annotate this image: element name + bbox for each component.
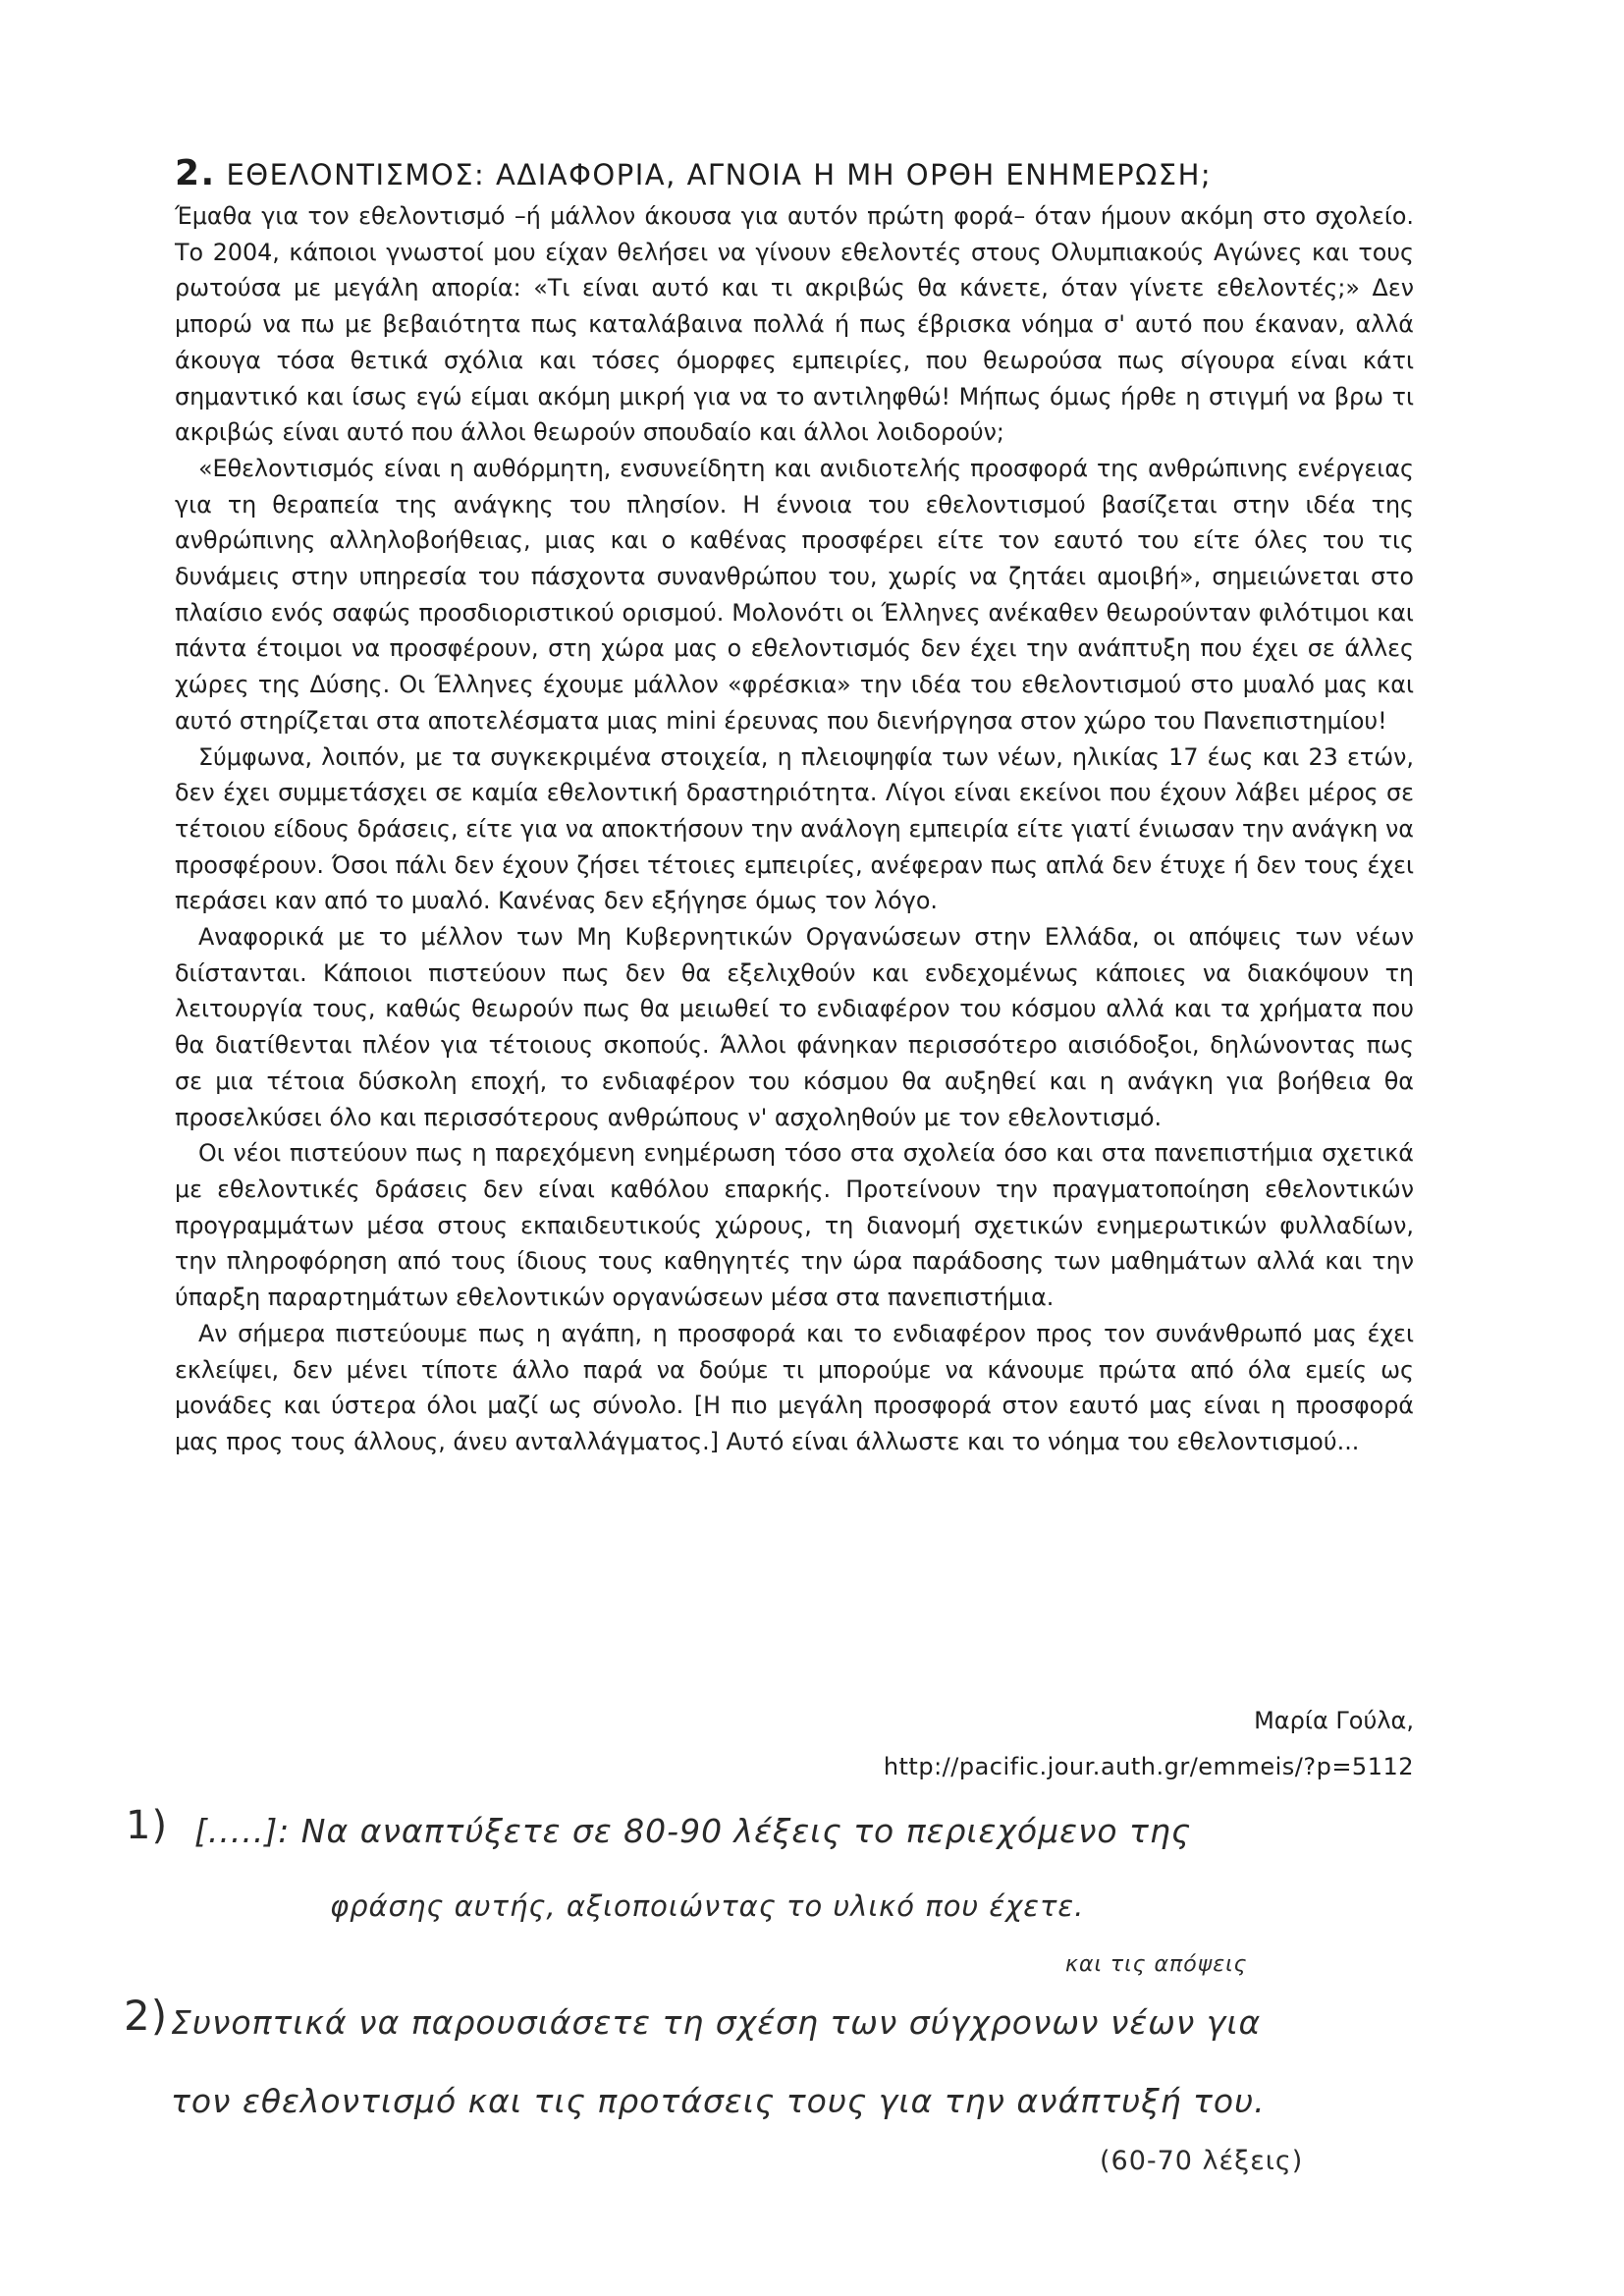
section-number: 2. <box>175 153 216 193</box>
question-2-insertion: και τις απόψεις <box>1065 1952 1248 1977</box>
paragraph-3: Σύμφωνα, λοιπόν, με τα συγκεκριμένα στοιχεία, η πλειοψηφία των νέων, ηλικίας 17 έως και 23 ετών, δεν έχει συμμετάσχει σε καμία εθελοντική δραστηριότητα. Λίγοι είναι εκείνοι που έχουν λάβει μέρος σε τέτοιου είδους δράσεις, είτε για να αποκτήσουν την ανάλογη εμπειρία είτε γιατί ένιωσαν την ανάγκη να προσφέρουν. Όσοι πάλι δεν έχουν ζήσει τέτοιες εμπειρίες, ανέφεραν πως απλά δεν έτυχε ή δεν τους έχει περάσει καν από το μυαλό. Κανένας δεν εξήγησε όμως τον λόγο. <box>175 742 1414 915</box>
question-1-line-2: φράσης αυτής, αξιοποιώντας το υλικό που έχετε. <box>330 1889 1085 1923</box>
paragraph-6: Αν σήμερα πιστεύουμε πως η αγάπη, η προσφορά και το ενδιαφέρον προς τον συνάνθρωπό μας έχει εκλείψει, δεν μένει τίποτε άλλο παρά να δούμε τι μπορούμε να κάνουμε πρώτα από όλα εμείς ως μονάδες και ύστερα όλοι μαζί ως σύνολο. [Η πιο μεγάλη προσφορά στον εαυτό μας είναι η προσφορά μας προς τους άλλους, άνευ ανταλλάγματος.] Αυτό είναι άλλωστε και το νόημα του εθελοντισμού... <box>175 1319 1414 1455</box>
paragraph-5: Οι νέοι πιστεύουν πως η παρεχόμενη ενημέρωση τόσο στα σχολεία όσο και στα πανεπιστήμια σχετικά με εθελοντικές δράσεις δεν είναι καθόλου επαρκής. Προτείνουν την πραγματοποίηση εθελοντικών προγραμμάτων μέσα στους εκπαιδευτικούς χώρους, τη διανομή σχετικών ενημερωτικών φυλλαδίων, την πληροφόρηση από τους ίδιους τους καθηγητές την ώρα παράδοσης των μαθημάτων αλλά και την ύπαρξη παραρτημάτων εθελοντικών οργανώσεων μέσα στα πανεπιστήμια. <box>175 1139 1414 1312</box>
paragraph-2: «Εθελοντισμός είναι η αυθόρμητη, ενσυνείδητη και ανιδιοτελής προσφορά της ανθρώπινης ενέργειας για τη θεραπεία της ανάγκης του πλησίον. Η έννοια του εθελοντισμού βασίζεται στην ιδέα της ανθρώπινης αλληλοβοήθειας, μιας και ο καθένας προσφέρει είτε τον εαυτό του είτε όλες του τις δυνάμεις στην υπηρεσία του πάσχοντα συνανθρώπου του, χωρίς να ζητάει αμοιβή», σημειώνεται στο πλαίσιο ενός σαφώς προσδιοριστικού ορισμού. Μολονότι οι Έλληνες ανέκαθεν θεωρούνταν φιλότιμοι και πάντα έτοιμοι να προσφέρουν, στη χώρα μας ο εθελοντισμός δεν έχει την ανάπτυξη που έχει σε άλλες χώρες της Δύσης. Οι Έλληνες έχουμε μάλλον «φρέσκια» την ιδέα του εθελοντισμού στο μυαλό μας και αυτό στηρίζεται στα αποτελέσματα μιας mini έρευνας που διενήργησα στον χώρο του Πανεπιστημίου! <box>175 454 1414 735</box>
question-1-number: 1) <box>126 1803 169 1848</box>
source-url: http://pacific.jour.auth.gr/emmeis/?p=5112 <box>883 1753 1414 1780</box>
paragraph-4: Αναφορικά με το μέλλον των Μη Κυβερνητικών Οργανώσεων στην Ελλάδα, οι απόψεις των νέων διίστανται. Κάποιοι πιστεύουν πως δεν θα εξελιχθούν και ενδεχομένως κάποιες να διακόψουν τη λειτουργία τους, καθώς θεωρούν πως θα μειωθεί το ενδιαφέρον του κόσμου αλλά και τα χρήματα που θα διατίθενται πλέον για τέτοιους σκοπούς. Άλλοι φάνηκαν περισσότερο αισιόδοξοι, δηλώνοντας πως σε μια τέτοια δύσκολη εποχή, το ενδιαφέρον του κόσμου θα αυξηθεί και η ανάγκη για βοήθεια θα προσελκύσει όλο και περισσότερους ανθρώπους ν' ασχοληθούν με τον εθελοντισμό. <box>175 923 1414 1131</box>
question-1-line-1: [.....]: Να αναπτύξετε σε 80-90 λέξεις το περιεχόμενο της <box>194 1812 1192 1850</box>
question-2-word-count: (60-70 λέξεις) <box>1100 2146 1304 2176</box>
section-title-text: ΕΘΕΛΟΝΤΙΣΜΟΣ: ΑΔΙΑΦΟΡΙΑ, ΑΓΝΟΙΑ Η ΜΗ ΟΡΘΗ ΕΝΗΜΕΡΩΣΗ; <box>226 158 1213 191</box>
article-body <box>175 198 1414 1460</box>
paragraph-1: Έμαθα για τον εθελοντισμό –ή μάλλον άκουσα για αυτόν πρώτη φορά– όταν ήμουν ακόμη στο σχολείο. Το 2004, κάποιοι γνωστοί μου είχαν θελήσει να γίνουν εθελοντές στους Ολυμπιακούς Αγώνες και τους ρωτούσα με μεγάλη απορία: «Τι είναι αυτό και τι ακριβώς θα κάνετε, όταν γίνετε εθελοντές;» Δεν μπορώ να πω με βεβαιότητα πως καταλάβαινα πολλά ή πως έβρισκα νόημα σ' αυτό που έκαναν, αλλά άκουγα τόσα θετικά σχόλια και τόσες όμορφες εμπειρίες, που θεωρούσα πως σίγουρα είναι κάτι σημαντικό και ίσως εγώ είμαι ακόμη μικρή για να το αντιληφθώ! Μήπως όμως ήρθε η στιγμή να βρω τι ακριβώς είναι αυτό που άλλοι θεωρούν σπουδαίο και άλλοι λοιδορούν; <box>175 202 1414 447</box>
author-name: Μαρία Γούλα, <box>1254 1707 1414 1734</box>
section-title <box>175 153 1412 193</box>
question-2-line-2: τον εθελοντισμό και τις προτάσεις τους για την ανάπτυξή του. <box>171 2082 1266 2120</box>
question-2-line-1: Συνοπτικά να παρουσιάσετε τη σχέση των σύγχρονων νέων για <box>171 2003 1262 2042</box>
question-2-number: 2) <box>124 1992 169 2040</box>
